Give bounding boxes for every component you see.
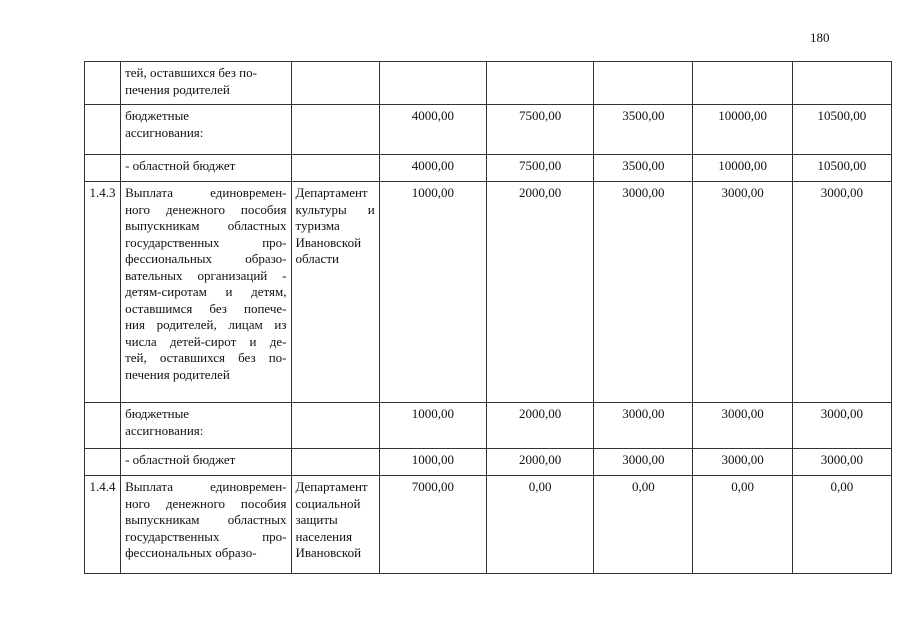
description-line: государственных про- xyxy=(125,528,287,544)
table-body xyxy=(85,62,892,574)
description-line: ния родителей, лицам из xyxy=(125,317,287,332)
description-cell xyxy=(121,403,291,449)
amount-cell: 2000,00 xyxy=(486,449,593,476)
amount-cell xyxy=(792,62,891,105)
description-line: детям-сиротам и детям, xyxy=(125,284,287,299)
amount-cell: 3000,00 xyxy=(693,182,792,403)
amount-cell: 10500,00 xyxy=(792,155,891,182)
amount-cell: 3000,00 xyxy=(792,403,891,449)
table-row xyxy=(85,105,892,155)
department-line: Ивановской xyxy=(295,545,362,560)
item-code-cell xyxy=(85,449,121,476)
description-line: ного денежного пособия xyxy=(125,495,287,511)
department-line: культуры и xyxy=(295,201,375,217)
department-cell xyxy=(291,403,379,449)
amount-cell: 3000,00 xyxy=(594,449,693,476)
department-line: Департамент xyxy=(295,185,368,200)
item-code-cell xyxy=(85,62,121,105)
amount-cell: 0,00 xyxy=(486,476,593,574)
amount-cell: 7500,00 xyxy=(486,155,593,182)
description-line: бюджетные xyxy=(125,108,190,123)
table-row xyxy=(85,476,892,574)
amount-cell: 0,00 xyxy=(594,476,693,574)
amount-cell: 3000,00 xyxy=(792,182,891,403)
department-cell xyxy=(291,449,379,476)
description-line: фессиональных образо- xyxy=(125,545,257,560)
department-cell xyxy=(291,182,379,403)
amount-cell: 0,00 xyxy=(792,476,891,574)
department-cell xyxy=(291,476,379,574)
table-row xyxy=(85,182,892,403)
description-line: выпускникам областных xyxy=(125,512,287,527)
amount-cell: 10500,00 xyxy=(792,105,891,155)
amount-cell: 3000,00 xyxy=(792,449,891,476)
description-line: ного денежного пособия xyxy=(125,201,287,217)
amount-cell xyxy=(594,62,693,105)
item-code-cell xyxy=(85,403,121,449)
item-code-cell xyxy=(85,105,121,155)
amount-cell: 3500,00 xyxy=(594,155,693,182)
amount-cell: 1000,00 xyxy=(379,182,486,403)
amount-cell: 2000,00 xyxy=(486,182,593,403)
description-cell xyxy=(121,476,291,574)
amount-cell: 10000,00 xyxy=(693,155,792,182)
table-row xyxy=(85,449,892,476)
description-line: печения родителей xyxy=(125,81,230,97)
description-line: - областной бюджет xyxy=(125,158,236,173)
description-line: Выплата единовремен- xyxy=(125,479,287,494)
description-line: выпускникам областных xyxy=(125,218,287,233)
department-line: населения xyxy=(295,528,353,544)
description-cell xyxy=(121,182,291,403)
amount-cell: 7000,00 xyxy=(379,476,486,574)
amount-cell xyxy=(379,62,486,105)
description-line: Выплата единовремен- xyxy=(125,185,287,200)
budget-table xyxy=(84,61,892,574)
amount-cell: 3500,00 xyxy=(594,105,693,155)
description-cell xyxy=(121,449,291,476)
department-line: области xyxy=(295,251,339,266)
amount-cell: 3000,00 xyxy=(693,403,792,449)
amount-cell: 10000,00 xyxy=(693,105,792,155)
table-row xyxy=(85,62,892,105)
description-line: тей, оставшихся без по- xyxy=(125,350,287,365)
department-line: туризма xyxy=(295,218,340,233)
department-cell xyxy=(291,105,379,155)
amount-cell: 1000,00 xyxy=(379,449,486,476)
description-line: числа детей-сирот и де- xyxy=(125,333,287,349)
page-number: 180 xyxy=(810,30,830,45)
amount-cell xyxy=(693,62,792,105)
amount-cell: 4000,00 xyxy=(379,155,486,182)
department-line: Ивановской xyxy=(295,234,362,250)
description-line: государственных про- xyxy=(125,234,287,250)
amount-cell: 0,00 xyxy=(693,476,792,574)
description-line: - областной бюджет xyxy=(125,452,236,467)
description-cell xyxy=(121,62,291,105)
description-cell xyxy=(121,155,291,182)
description-line: печения родителей xyxy=(125,366,230,382)
amount-cell xyxy=(486,62,593,105)
department-cell xyxy=(291,62,379,105)
amount-cell: 3000,00 xyxy=(594,182,693,403)
department-line: социальной xyxy=(295,495,361,511)
item-code-cell xyxy=(85,155,121,182)
description-line: вательных организаций - xyxy=(125,267,287,283)
department-line: защиты xyxy=(295,512,338,527)
item-code-cell: 1.4.3 xyxy=(85,182,121,403)
description-line: бюджетные xyxy=(125,406,190,421)
description-line: оставшимся без попече- xyxy=(125,300,287,316)
description-line: ассигнования: xyxy=(125,422,204,438)
amount-cell: 4000,00 xyxy=(379,105,486,155)
item-code-cell: 1.4.4 xyxy=(85,476,121,574)
amount-cell: 7500,00 xyxy=(486,105,593,155)
table-row xyxy=(85,155,892,182)
amount-cell: 3000,00 xyxy=(594,403,693,449)
amount-cell: 3000,00 xyxy=(693,449,792,476)
description-cell xyxy=(121,105,291,155)
department-line: Департамент xyxy=(295,479,368,494)
description-line: фессиональных образо- xyxy=(125,251,287,266)
amount-cell: 2000,00 xyxy=(486,403,593,449)
department-cell xyxy=(291,155,379,182)
description-line: ассигнования: xyxy=(125,124,204,140)
description-line: тей, оставшихся без по- xyxy=(125,65,257,80)
amount-cell: 1000,00 xyxy=(379,403,486,449)
table-row xyxy=(85,403,892,449)
